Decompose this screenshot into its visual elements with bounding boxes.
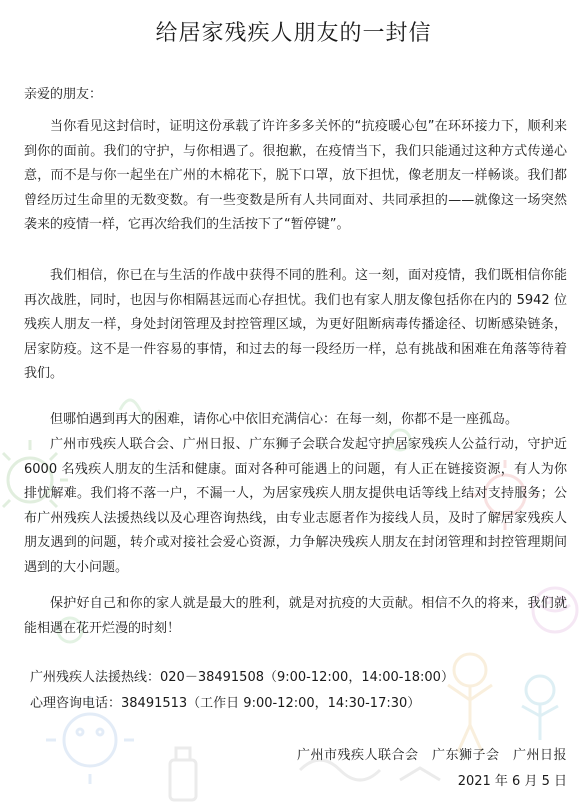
salutation: 亲爱的朋友： bbox=[24, 87, 103, 102]
letter-title: 给居家残疾人朋友的一封信 bbox=[155, 21, 432, 46]
paragraph-3: 但哪怕遇到再大的困难，请你心中依旧充满信心：在每一刻，你都不是一座孤岛。 bbox=[50, 412, 519, 427]
paragraph-5: 保护好自己和你的家人就是最大的胜利，就是对抗疫的大贡献。相信不久的将来，我们就能相遇在花开烂漫的时刻！ bbox=[24, 596, 567, 636]
counseling-hotline: 心理咨询电话：38491513（工作日 9:00-12:00，14:30-17:30） bbox=[30, 696, 421, 711]
signature-organizations: 广州市残疾人联合会 广东狮子会 广州日报 bbox=[296, 748, 567, 763]
paragraph-1: 当你看见这封信时，证明这份承载了许许多多关怀的“抗疫暖心包”在环环接力下，顺利来到你的面前。我们的守护，与你相遇了。很抱歉，在疫情当下，我们只能通过这种方式传递心意，而不是与你一起坐在广州的木棉花下，脱下口罩，放下担忧，像老朋友一样畅谈。我们都曾经历过生命里的无数变数。有一些变数是所有人共同面对、共同承担的——就像这一场突然袭来的疫情一样，它再次给我们的生活按下了“暂停键”。 bbox=[24, 119, 567, 232]
paragraph-4: 广州市残疾人联合会、广州日报、广东狮子会联合发起守护居家残疾人公益行动，守护近 6000 名残疾人朋友的生活和健康。面对各种可能遇上的问题，有人正在链接资源，有人为你排忧解难。我们将不落一户，不漏一人，为居家残疾人朋友提供电话等线上结对支持服务；公布广州残疾人法援热线以及心理咨询热线，由专业志愿者作为接线人员，及时了解居家残疾人朋友遇到的问题，转介或对接社会爱心资源，力争解决残疾人朋友在封闭管理和封控管理期间遇到的大小问题。 bbox=[24, 437, 567, 575]
paragraph-2: 我们相信，你已在与生活的作战中获得不同的胜利。这一刻，面对疫情，我们既相信你能再次战胜，同时，也因与你相隔甚远而心存担忧。我们也有家人朋友像包括你在内的 5942 位残疾人朋友一样，身处封闭管理及封控管理区域，为更好阻断病毒传播途径、切断感染链条，居家防疫。这不是一件容易的事情，和过去的每一段经历一样，总有挑战和困难在角落等待着我们。 bbox=[24, 268, 567, 381]
letter-date: 2021 年 6 月 5 日 bbox=[457, 774, 567, 789]
legal-aid-hotline: 广州残疾人法援热线：020－38491508（9:00-12:00，14:00-18:00） bbox=[30, 670, 454, 685]
